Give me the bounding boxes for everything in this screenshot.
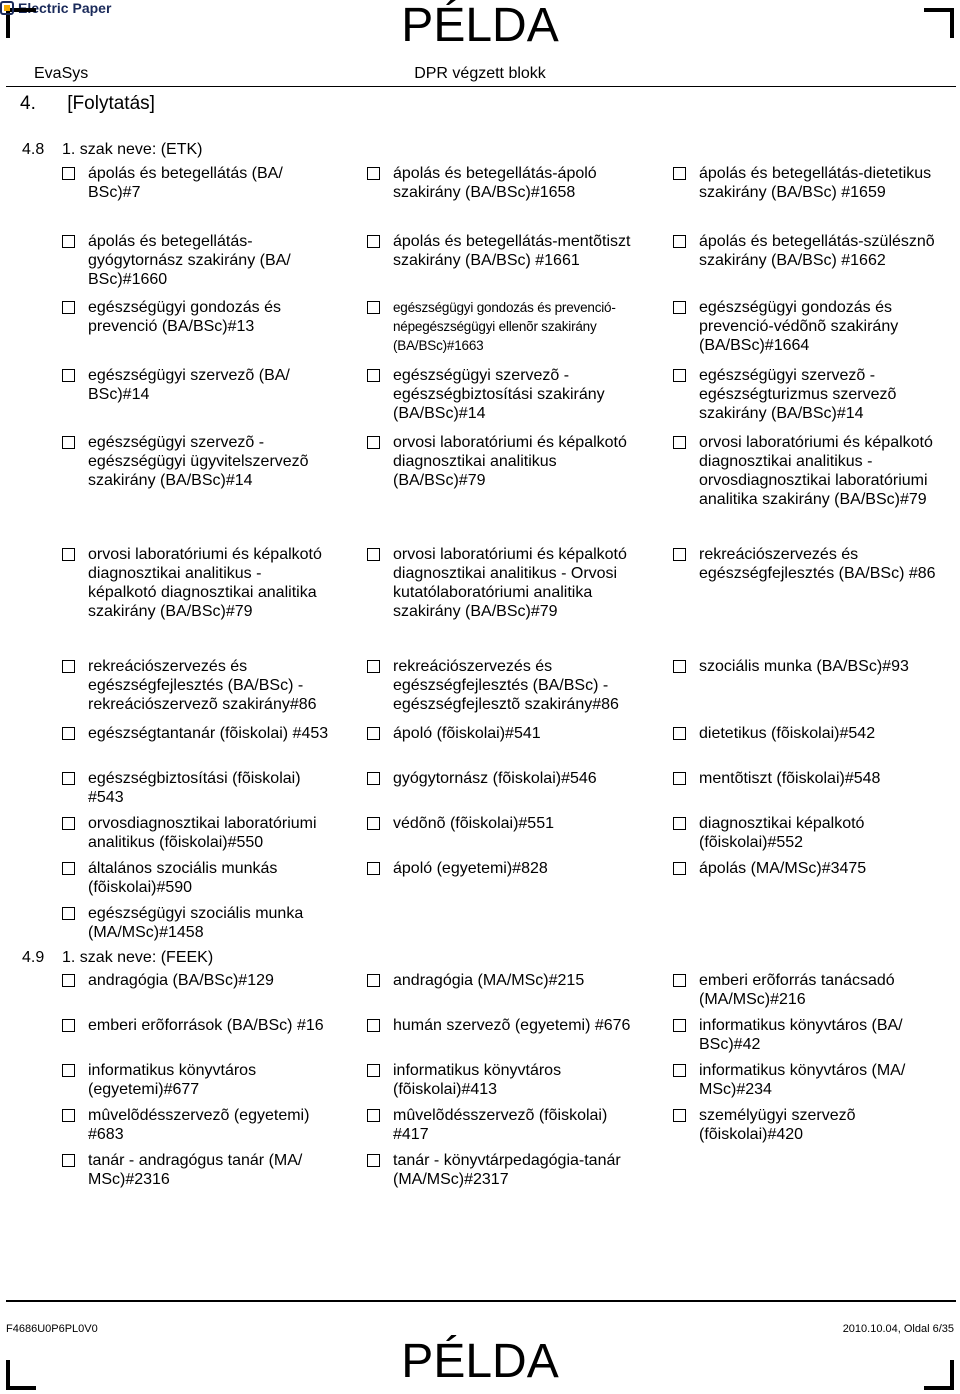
checkbox[interactable]: [673, 1109, 686, 1122]
footer-date-page: 2010.10.04, Oldal 6/35: [842, 1323, 954, 1335]
option-item[interactable]: orvosi laboratóriumi és képalkotó diagnosztikai analitikus - orvosdiagnosztikai laboratóriumi analitika szakirány (BA/BSc)#79: [673, 433, 943, 509]
option-item[interactable]: egészségügyi gondozás és prevenció-védõnõ szakirány (BA/BSc)#1664: [673, 298, 943, 355]
footer-form-id: F4686U0P6PL0V0: [6, 1323, 98, 1335]
checkbox[interactable]: [673, 974, 686, 987]
checkbox[interactable]: [367, 235, 380, 248]
header-app-name: EvaSys: [34, 65, 89, 82]
subsection-number: 4.9: [22, 949, 45, 966]
checkbox[interactable]: [62, 1109, 75, 1122]
checkbox[interactable]: [62, 974, 75, 987]
option-item[interactable]: ápolás és betegellátás-gyógytornász szakirány (BA/ BSc)#1660: [62, 232, 332, 289]
option-item[interactable]: rekreációszervezés és egészségfejlesztés (BA/BSc) - rekreációszervezõ szakirány#86: [62, 657, 332, 714]
option-item[interactable]: egészségügyi szociális munka (MA/MSc)#1458: [62, 904, 332, 942]
option-item[interactable]: informatikus könyvtáros (egyetemi)#677: [62, 1061, 332, 1099]
checkbox[interactable]: [673, 660, 686, 673]
option-item[interactable]: egészségügyi gondozás és prevenció-népegészségügyi ellenõr szakirány (BA/BSc)#1663: [367, 298, 637, 355]
checkbox[interactable]: [673, 167, 686, 180]
checkbox[interactable]: [673, 301, 686, 314]
option-item[interactable]: ápoló (egyetemi)#828: [367, 859, 637, 878]
option-item[interactable]: személyügyi szervezõ (fõiskolai)#420: [673, 1106, 943, 1144]
checkbox[interactable]: [367, 974, 380, 987]
option-item[interactable]: mûvelõdésszervezõ (egyetemi) #683: [62, 1106, 332, 1144]
option-item[interactable]: humán szervezõ (egyetemi) #676: [367, 1016, 637, 1035]
section-title: [Folytatás]: [67, 93, 155, 114]
checkbox[interactable]: [367, 1064, 380, 1077]
checkbox[interactable]: [367, 167, 380, 180]
header-divider: [6, 86, 956, 87]
option-item[interactable]: orvosi laboratóriumi és képalkotó diagnosztikai analitikus - Orvosi kutatólaboratóriumi analitika szakirány (BA/BSc)#79: [367, 545, 637, 621]
checkbox[interactable]: [673, 548, 686, 561]
checkbox[interactable]: [367, 817, 380, 830]
option-item[interactable]: gyógytornász (fõiskolai)#546: [367, 769, 637, 788]
subsection-title: 1. szak neve: (FEEK): [62, 949, 214, 966]
checkbox[interactable]: [62, 301, 75, 314]
checkbox[interactable]: [367, 548, 380, 561]
checkbox[interactable]: [62, 727, 75, 740]
option-item[interactable]: orvosi laboratóriumi és képalkotó diagnosztikai analitikus (BA/BSc)#79: [367, 433, 637, 490]
option-item[interactable]: általános szociális munkás (fõiskolai)#590: [62, 859, 332, 897]
watermark-top: PÉLDA: [401, 0, 559, 52]
checkbox[interactable]: [673, 1064, 686, 1077]
watermark-bottom: PÉLDA: [401, 1335, 559, 1388]
checkbox[interactable]: [62, 1019, 75, 1032]
checkbox[interactable]: [367, 436, 380, 449]
checkbox[interactable]: [367, 727, 380, 740]
checkbox[interactable]: [62, 235, 75, 248]
checkbox[interactable]: [673, 235, 686, 248]
checkbox[interactable]: [367, 369, 380, 382]
option-item[interactable]: egészségtantanár (fõiskolai) #453: [62, 724, 332, 743]
checkbox[interactable]: [673, 862, 686, 875]
checkbox[interactable]: [367, 1154, 380, 1167]
option-item[interactable]: informatikus könyvtáros (BA/ BSc)#42: [673, 1016, 943, 1054]
checkbox[interactable]: [673, 1019, 686, 1032]
section-heading: [20, 92, 155, 116]
checkbox[interactable]: [62, 1154, 75, 1167]
option-item[interactable]: tanár - andragógus tanár (MA/ MSc)#2316: [62, 1151, 332, 1189]
option-item[interactable]: szociális munka (BA/BSc)#93: [673, 657, 943, 676]
option-item[interactable]: ápolás és betegellátás-mentõtiszt szakirány (BA/BSc) #1661: [367, 232, 637, 270]
option-item[interactable]: informatikus könyvtáros (MA/ MSc)#234: [673, 1061, 943, 1099]
checkbox[interactable]: [62, 1064, 75, 1077]
option-item[interactable]: orvosi laboratóriumi és képalkotó diagnosztikai analitikus - képalkotó diagnosztikai analitika szakirány (BA/BSc)#79: [62, 545, 332, 621]
checkbox[interactable]: [62, 548, 75, 561]
option-item[interactable]: ápolás és betegellátás-dietetikus szakirány (BA/BSc) #1659: [673, 164, 943, 202]
option-item[interactable]: emberi erõforrások (BA/BSc) #16: [62, 1016, 332, 1035]
checkbox[interactable]: [62, 436, 75, 449]
option-item[interactable]: egészségügyi szervezõ - egészségügyi ügyvitelszervezõ szakirány (BA/BSc)#14: [62, 433, 332, 490]
option-item[interactable]: ápoló (fõiskolai)#541: [367, 724, 637, 743]
checkbox[interactable]: [62, 772, 75, 785]
option-item[interactable]: andragógia (MA/MSc)#215: [367, 971, 637, 990]
option-item[interactable]: egészségügyi gondozás és prevenció (BA/BSc)#13: [62, 298, 332, 336]
subsection-number: 4.8: [22, 141, 45, 158]
option-item[interactable]: egészségbiztosítási (fõiskolai) #543: [62, 769, 332, 807]
option-item[interactable]: mûvelõdésszervezõ (fõiskolai) #417: [367, 1106, 637, 1144]
electric-paper-logo-icon: [0, 1, 14, 15]
option-item[interactable]: rekreációszervezés és egészségfejlesztés (BA/BSc) #86: [673, 545, 943, 583]
option-item[interactable]: emberi erõforrás tanácsadó (MA/MSc)#216: [673, 971, 943, 1009]
header-block-title: DPR végzett blokk: [414, 65, 546, 82]
option-item[interactable]: mentõtiszt (fõiskolai)#548: [673, 769, 943, 788]
option-item[interactable]: informatikus könyvtáros (fõiskolai)#413: [367, 1061, 637, 1099]
option-item[interactable]: ápolás és betegellátás-szülésznõ szakirány (BA/BSc) #1662: [673, 232, 943, 270]
option-item[interactable]: ápolás (MA/MSc)#3475: [673, 859, 943, 878]
option-item[interactable]: dietetikus (fõiskolai)#542: [673, 724, 943, 743]
checkbox[interactable]: [367, 772, 380, 785]
checkbox[interactable]: [62, 369, 75, 382]
option-item[interactable]: egészségügyi szervezõ - egészségturizmus szervezõ szakirány (BA/BSc)#14: [673, 366, 943, 423]
footer-divider: [6, 1300, 956, 1302]
option-item[interactable]: védõnõ (fõiskolai)#551: [367, 814, 637, 833]
checkbox[interactable]: [62, 817, 75, 830]
option-item[interactable]: orvosdiagnosztikai laboratóriumi analitikus (fõiskolai)#550: [62, 814, 332, 852]
checkbox[interactable]: [62, 907, 75, 920]
option-item[interactable]: egészségügyi szervezõ - egészségbiztosítási szakirány (BA/BSc)#14: [367, 366, 637, 423]
option-item[interactable]: ápolás és betegellátás-ápoló szakirány (BA/BSc)#1658: [367, 164, 637, 202]
option-item[interactable]: diagnosztikai képalkotó (fõiskolai)#552: [673, 814, 943, 852]
checkbox[interactable]: [62, 862, 75, 875]
checkbox[interactable]: [673, 436, 686, 449]
checkbox[interactable]: [673, 369, 686, 382]
option-item[interactable]: rekreációszervezés és egészségfejlesztés (BA/BSc) - egészségfejlesztõ szakirány#86: [367, 657, 637, 714]
checkbox[interactable]: [673, 772, 686, 785]
option-item[interactable]: tanár - könyvtárpedagógia-tanár (MA/MSc)#2317: [367, 1151, 637, 1189]
checkbox[interactable]: [367, 1109, 380, 1122]
checkbox[interactable]: [367, 301, 380, 314]
checkbox[interactable]: [673, 817, 686, 830]
checkbox[interactable]: [62, 660, 75, 673]
option-item[interactable]: ápolás és betegellátás (BA/ BSc)#7: [62, 164, 332, 202]
header-logo-text: Electric Paper: [18, 0, 112, 16]
checkbox[interactable]: [673, 727, 686, 740]
checkbox[interactable]: [367, 862, 380, 875]
subsection-title: 1. szak neve: (ETK): [62, 141, 203, 158]
checkbox[interactable]: [367, 660, 380, 673]
section-number: 4.: [20, 93, 36, 114]
checkbox[interactable]: [367, 1019, 380, 1032]
option-item[interactable]: egészségügyi szervezõ (BA/ BSc)#14: [62, 366, 332, 404]
option-item[interactable]: andragógia (BA/BSc)#129: [62, 971, 332, 990]
checkbox[interactable]: [62, 167, 75, 180]
